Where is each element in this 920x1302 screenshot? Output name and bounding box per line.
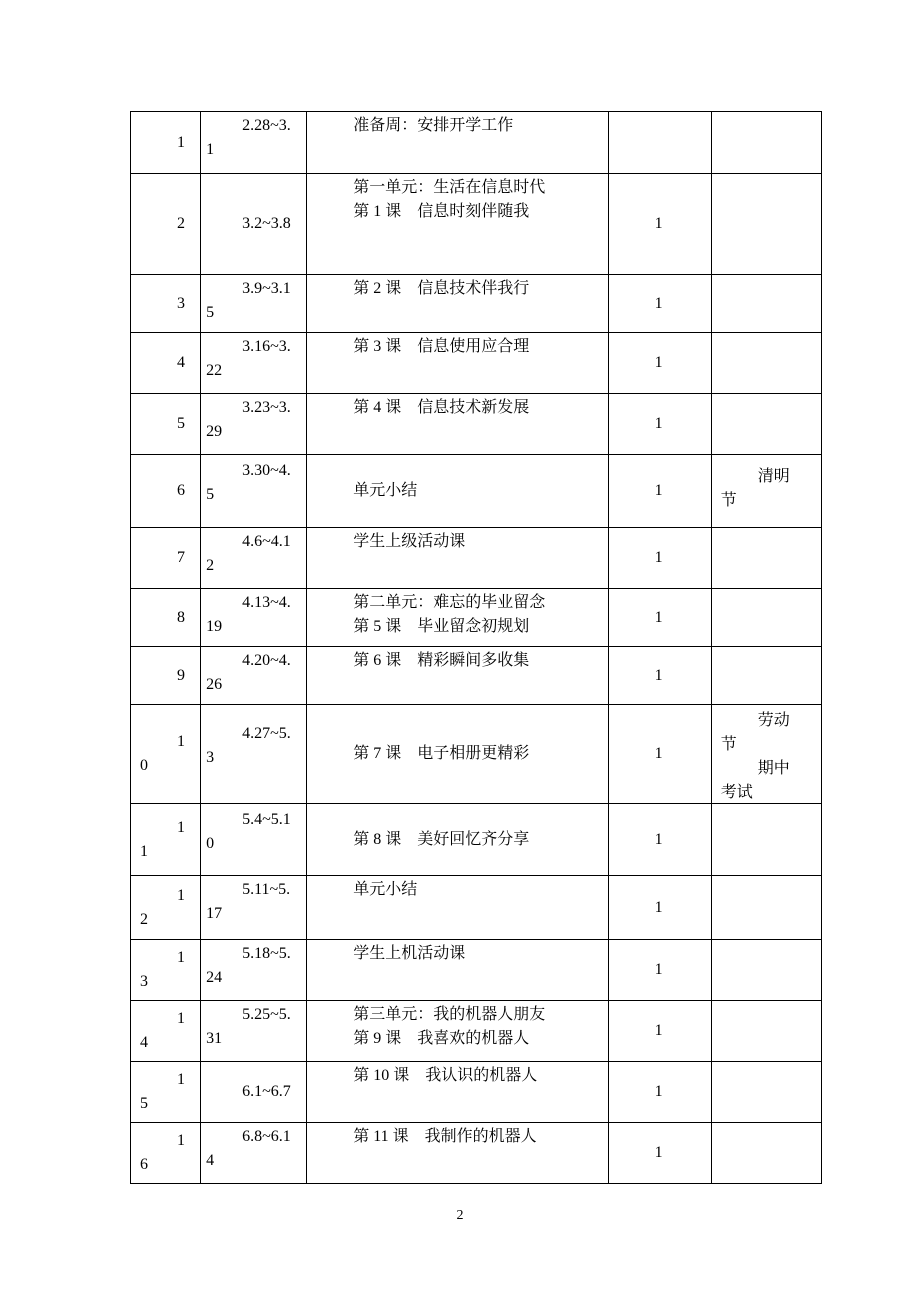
note-cell <box>711 589 821 647</box>
note-line: 期中 <box>757 760 790 777</box>
date-range: 4 <box>206 1152 215 1169</box>
date-range: 6.8~6.1 <box>242 1128 291 1145</box>
date-cell <box>201 455 307 528</box>
week-cell <box>131 174 201 275</box>
topic-line: 第二单元：难忘的毕业留念 <box>353 594 546 611</box>
date-range: 5.11~5. <box>242 881 291 898</box>
date-cell <box>201 174 307 275</box>
week-number: 1 <box>177 949 185 966</box>
table-row <box>131 112 822 174</box>
note-cell <box>711 876 821 940</box>
date-cell <box>201 528 307 589</box>
note-line: 节 <box>720 736 737 753</box>
hours-cell <box>608 394 711 455</box>
schedule-body <box>131 112 822 1184</box>
date-cell <box>201 589 307 647</box>
date-range: 17 <box>206 905 223 922</box>
date-range: 29 <box>206 423 223 440</box>
topic-cell <box>307 647 608 705</box>
topic-cell <box>307 174 608 275</box>
table-row <box>131 705 822 804</box>
table-row <box>131 333 822 394</box>
table-row <box>131 394 822 455</box>
week-number: 1 <box>177 134 185 151</box>
date-range: 4.20~4. <box>242 652 291 669</box>
topic-line: 准备周：安排开学工作 <box>353 117 514 134</box>
week-cell <box>131 275 201 333</box>
week-cell <box>131 333 201 394</box>
hours-cell <box>608 333 711 394</box>
week-number: 5 <box>177 415 185 432</box>
hours-cell <box>608 705 711 804</box>
note-line: 清明 <box>757 468 790 485</box>
topic-line: 第 6 课 精彩瞬间多收集 <box>353 652 530 669</box>
topic-line: 学生上级活动课 <box>353 533 466 550</box>
table-row <box>131 1062 822 1123</box>
hours-value: 1 <box>654 1144 663 1161</box>
topic-cell <box>307 1001 608 1062</box>
week-cell <box>131 705 201 804</box>
note-cell <box>711 940 821 1001</box>
note-cell <box>711 275 821 333</box>
table-row <box>131 804 822 876</box>
date-range: 5.18~5. <box>242 945 291 962</box>
topic-line: 第一单元：生活在信息时代 <box>353 179 546 196</box>
topic-line: 第 9 课 我喜欢的机器人 <box>353 1030 530 1047</box>
week-number: 1 <box>177 1071 185 1088</box>
week-cell <box>131 528 201 589</box>
hours-cell <box>608 1062 711 1123</box>
topic-line: 第 3 课 信息使用应合理 <box>353 338 530 355</box>
topic-cell <box>307 876 608 940</box>
date-range: 4.13~4. <box>242 594 291 611</box>
topic-cell <box>307 275 608 333</box>
week-number: 1 <box>140 843 148 860</box>
date-range: 2.28~3. <box>242 117 291 134</box>
hours-value: 1 <box>654 549 663 566</box>
table-row <box>131 1123 822 1184</box>
hours-value: 1 <box>654 667 663 684</box>
week-number: 1 <box>177 887 185 904</box>
week-number: 1 <box>177 819 185 836</box>
date-cell <box>201 394 307 455</box>
hours-value: 1 <box>654 831 663 848</box>
hours-cell <box>608 455 711 528</box>
hours-cell <box>608 1001 711 1062</box>
topic-line: 第 7 课 电子相册更精彩 <box>353 745 530 762</box>
date-cell <box>201 804 307 876</box>
hours-value: 1 <box>654 609 663 626</box>
date-range: 1 <box>206 141 215 158</box>
topic-cell <box>307 528 608 589</box>
week-cell <box>131 940 201 1001</box>
date-range: 5.4~5.1 <box>242 811 291 828</box>
note-cell <box>711 1062 821 1123</box>
date-cell <box>201 940 307 1001</box>
date-range: 3.30~4. <box>242 462 291 479</box>
hours-cell <box>608 528 711 589</box>
topic-cell <box>307 940 608 1001</box>
note-cell <box>711 112 821 174</box>
topic-cell <box>307 112 608 174</box>
week-number: 2 <box>177 215 185 232</box>
week-cell <box>131 589 201 647</box>
note-cell <box>711 394 821 455</box>
topic-line: 第 2 课 信息技术伴我行 <box>353 280 530 297</box>
date-range: 4.27~5. <box>242 725 291 742</box>
date-cell <box>201 275 307 333</box>
hours-value: 1 <box>654 354 663 371</box>
week-number: 7 <box>177 549 185 566</box>
date-range: 2 <box>206 557 215 574</box>
week-cell <box>131 1062 201 1123</box>
note-line: 节 <box>720 492 737 509</box>
topic-cell <box>307 804 608 876</box>
table-row <box>131 455 822 528</box>
week-cell <box>131 876 201 940</box>
date-range: 3.9~3.1 <box>242 280 291 297</box>
hours-cell <box>608 275 711 333</box>
hours-value: 1 <box>654 295 663 312</box>
page-number: 2 <box>456 1208 464 1223</box>
topic-line: 单元小结 <box>353 482 418 499</box>
week-number: 3 <box>140 973 148 990</box>
hours-value: 1 <box>654 899 663 916</box>
week-number: 8 <box>177 609 185 626</box>
hours-value: 1 <box>654 745 663 762</box>
hours-value: 1 <box>654 961 663 978</box>
schedule-table <box>130 111 822 1184</box>
table-row <box>131 174 822 275</box>
week-number: 6 <box>177 482 185 499</box>
note-cell <box>711 705 821 804</box>
date-cell <box>201 876 307 940</box>
hours-cell <box>608 589 711 647</box>
topic-line: 第三单元：我的机器人朋友 <box>353 1006 546 1023</box>
date-cell <box>201 1123 307 1184</box>
week-cell <box>131 394 201 455</box>
topic-line: 第 11 课 我制作的机器人 <box>353 1128 537 1145</box>
date-range: 3 <box>206 749 215 766</box>
date-range: 5 <box>206 486 215 503</box>
date-range: 24 <box>206 969 223 986</box>
topic-cell <box>307 589 608 647</box>
topic-line: 第 4 课 信息技术新发展 <box>353 399 530 416</box>
week-number: 3 <box>177 295 185 312</box>
week-number: 1 <box>177 1010 185 1027</box>
hours-value: 1 <box>654 415 663 432</box>
note-cell <box>711 1001 821 1062</box>
table-row <box>131 1001 822 1062</box>
topic-line: 单元小结 <box>353 881 418 898</box>
week-cell <box>131 1123 201 1184</box>
hours-cell <box>608 804 711 876</box>
date-cell <box>201 333 307 394</box>
topic-line: 第 1 课 信息时刻伴随我 <box>353 203 530 220</box>
topic-cell <box>307 455 608 528</box>
table-row <box>131 876 822 940</box>
week-cell <box>131 804 201 876</box>
table-row <box>131 275 822 333</box>
note-cell <box>711 1123 821 1184</box>
date-range: 22 <box>206 362 223 379</box>
note-cell <box>711 455 821 528</box>
table-row <box>131 940 822 1001</box>
note-cell <box>711 647 821 705</box>
date-range: 4.6~4.1 <box>242 533 291 550</box>
week-cell <box>131 1001 201 1062</box>
week-number: 5 <box>140 1095 148 1112</box>
topic-cell <box>307 705 608 804</box>
topic-cell <box>307 333 608 394</box>
date-cell <box>201 647 307 705</box>
note-cell <box>711 333 821 394</box>
week-cell <box>131 455 201 528</box>
table-row <box>131 528 822 589</box>
note-line: 劳动 <box>757 712 790 729</box>
hours-cell <box>608 174 711 275</box>
hours-cell <box>608 876 711 940</box>
note-cell <box>711 174 821 275</box>
date-range: 0 <box>206 835 215 852</box>
date-cell <box>201 112 307 174</box>
topic-cell <box>307 1062 608 1123</box>
note-cell <box>711 528 821 589</box>
week-cell <box>131 112 201 174</box>
date-range: 3.16~3. <box>242 338 291 355</box>
hours-value: 1 <box>654 1022 663 1039</box>
week-number: 1 <box>177 1132 185 1149</box>
date-cell <box>201 1062 307 1123</box>
table-row <box>131 647 822 705</box>
hours-cell <box>608 940 711 1001</box>
hours-value: 1 <box>654 215 663 232</box>
week-cell <box>131 647 201 705</box>
date-range: 5 <box>206 304 215 321</box>
topic-line: 第 10 课 我认识的机器人 <box>353 1067 538 1084</box>
date-range: 5.25~5. <box>242 1006 291 1023</box>
week-number: 1 <box>177 733 185 750</box>
date-range: 26 <box>206 676 223 693</box>
week-number: 0 <box>140 757 148 774</box>
topic-line: 学生上机活动课 <box>353 945 466 962</box>
hours-value: 1 <box>654 1083 663 1100</box>
date-range: 6.1~6.7 <box>242 1083 291 1100</box>
topic-cell <box>307 394 608 455</box>
hours-value: 1 <box>654 482 663 499</box>
week-number: 2 <box>140 911 148 928</box>
week-number: 6 <box>140 1156 148 1173</box>
note-line: 考试 <box>720 784 753 801</box>
date-range: 31 <box>206 1030 223 1047</box>
date-cell <box>201 705 307 804</box>
topic-cell <box>307 1123 608 1184</box>
hours-cell <box>608 1123 711 1184</box>
date-range: 3.2~3.8 <box>242 215 291 232</box>
note-cell <box>711 804 821 876</box>
week-number: 4 <box>140 1034 148 1051</box>
date-cell <box>201 1001 307 1062</box>
topic-line: 第 8 课 美好回忆齐分享 <box>353 831 530 848</box>
table-row <box>131 589 822 647</box>
hours-cell <box>608 112 711 174</box>
date-range: 3.23~3. <box>242 399 291 416</box>
week-number: 4 <box>177 354 185 371</box>
topic-line: 第 5 课 毕业留念初规划 <box>353 618 530 635</box>
week-number: 9 <box>177 667 185 684</box>
date-range: 19 <box>206 618 223 635</box>
hours-cell <box>608 647 711 705</box>
